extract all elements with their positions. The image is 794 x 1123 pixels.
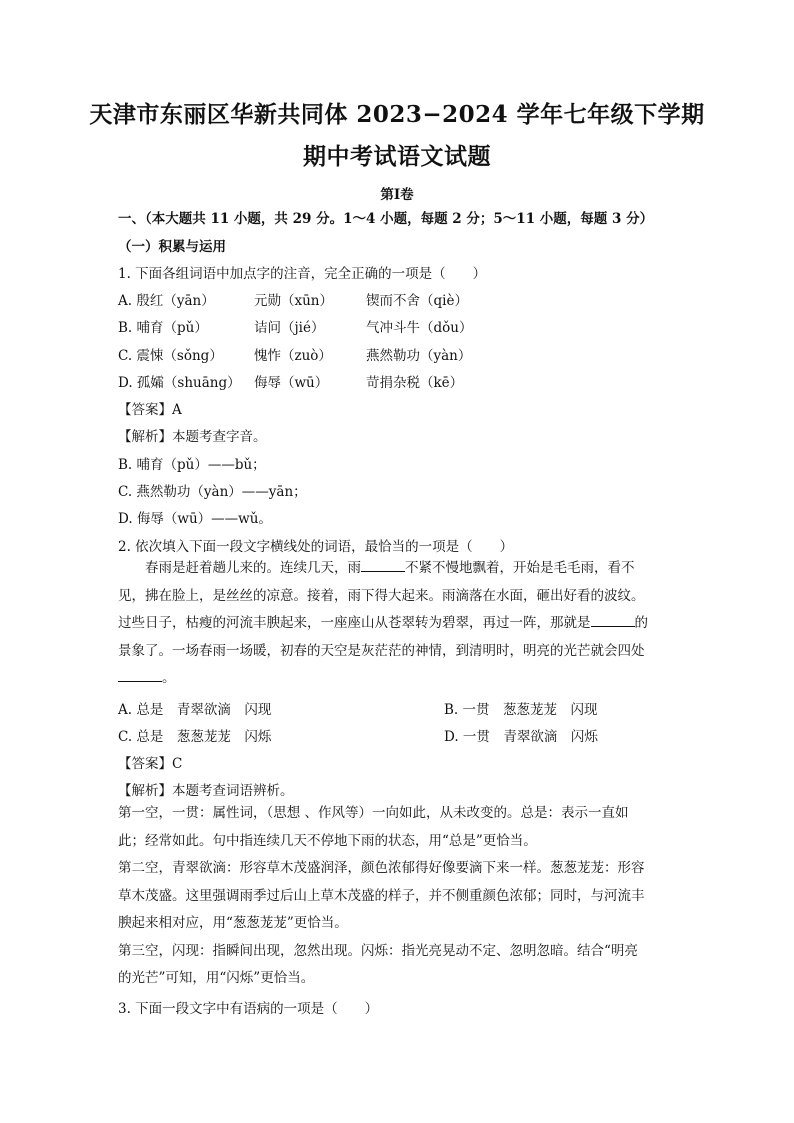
question-1-analysis-head: 【解析】本题考查字音。 bbox=[118, 429, 267, 445]
passage-line bbox=[118, 665, 678, 693]
passage-text: 的 bbox=[634, 615, 648, 631]
analysis-line: 第三空，闪现：指瞬间出现，忽然出现。闪烁：指光亮晃动不定、忽明忽暗。结合“明亮 bbox=[118, 942, 638, 959]
option-c-word-2: 愧怍（zuò） bbox=[254, 348, 332, 364]
part-header: 一、（本大题共 11 小题，共 29 分。1～4 小题，每题 2 分；5～11 小题，每题 3 分） bbox=[118, 211, 654, 227]
subpart-header: （一）积累与运用 bbox=[118, 239, 226, 255]
exam-title-line-2: 期中考试语文试题 bbox=[303, 143, 491, 170]
question-2-passage bbox=[118, 555, 678, 693]
option-b-word-3: 气冲斗牛（dǒu） bbox=[366, 320, 473, 336]
question-2-option-d: D. 一贯 青翠欲滴 闪烁 bbox=[444, 729, 598, 745]
passage-text: 春雨是赶着趟儿来的。连续几天，雨 bbox=[145, 560, 361, 576]
section-label: 第Ⅰ卷 bbox=[380, 187, 414, 203]
analysis-line: 第二空，青翠欲滴：形容草木茂盛润泽，颜色浓郁得好像要滴下来一样。葱葱茏茏：形容 bbox=[118, 860, 645, 876]
passage-line bbox=[118, 610, 678, 638]
option-c-word-3: 燕然勒功（yàn） bbox=[366, 348, 472, 364]
question-2-analysis-head: 【解析】本题考查词语辨析。 bbox=[118, 783, 294, 799]
option-a-word-2: 元勋（xūn） bbox=[254, 293, 334, 309]
question-1-analysis-line: C. 燕然勒功（yàn）——yān； bbox=[118, 484, 307, 500]
question-2-option-b: B. 一贯 葱葱茏茏 闪现 bbox=[444, 702, 598, 718]
question-3-stem: 3. 下面一段文字中有语病的一项是（ ） bbox=[118, 1001, 379, 1017]
passage-text: 过些日子，枯瘦的河流丰腴起来，一座座山从苍翠转为碧翠，再过一阵，那就是 bbox=[118, 615, 591, 631]
question-1-answer: 【答案】A bbox=[118, 402, 182, 418]
question-2-stem: 2. 依次填入下面一段文字横线处的词语，最恰当的一项是（ ） bbox=[118, 539, 514, 555]
question-2-analysis bbox=[118, 800, 678, 993]
passage-line bbox=[118, 555, 678, 583]
fill-blank-1 bbox=[361, 557, 405, 572]
passage-text: 不紧不慢地飘着，开始是毛毛雨，看不 bbox=[405, 560, 635, 576]
question-2-option-c: C. 总是 葱葱茏茏 闪烁 bbox=[118, 729, 272, 745]
analysis-line: 此；经常如此。句中指连续几天不停地下雨的状态，用“总是”更恰当。 bbox=[118, 832, 537, 849]
option-d-word-3: 苛捐杂税（kē） bbox=[366, 375, 464, 391]
option-b-word-1: B. 哺育（pǔ） bbox=[118, 320, 208, 336]
option-c-word-1: C. 震悚（sǒng） bbox=[118, 348, 223, 364]
question-2-option-a: A. 总是 青翠欲滴 闪现 bbox=[118, 702, 272, 718]
question-1-analysis-line: B. 哺育（pǔ）——bǔ； bbox=[118, 457, 266, 473]
option-b-word-2: 诘问（jié） bbox=[254, 320, 325, 336]
question-2-answer: 【答案】C bbox=[118, 756, 183, 772]
passage-line: 景象了。一场春雨一场暖，初春的天空是灰茫茫的神情，到清明时，明亮的光芒就会四处 bbox=[118, 642, 645, 659]
question-1-stem: 1. 下面各组词语中加点字的注音，完全正确的一项是（ ） bbox=[118, 266, 487, 282]
passage-line: 见，拂在脸上，是丝丝的凉意。接着，雨下得大起来。雨滴落在水面，砸出好看的波纹。 bbox=[118, 587, 645, 604]
passage-text: 。 bbox=[162, 670, 176, 686]
option-a-word-1: A. 殷红（yān） bbox=[118, 293, 215, 309]
fill-blank-2 bbox=[591, 612, 635, 627]
analysis-line: 的光芒”可知，用“闪烁”更恰当。 bbox=[118, 970, 315, 986]
exam-title-line-1: 天津市东丽区华新共同体 2023−2024 学年七年级下学期 bbox=[89, 101, 705, 128]
question-1-analysis-line: D. 侮辱（wū）——wǔ。 bbox=[118, 511, 272, 527]
analysis-line: 腴起来相对应，用“葱葱茏茏”更恰当。 bbox=[118, 915, 348, 931]
option-d-word-1: D. 孤孀（shuāng） bbox=[118, 375, 241, 391]
analysis-line: 草木茂盛。这里强调雨季过后山上草木茂盛的样子，并不侧重颜色浓郁；同时，与河流丰 bbox=[118, 887, 645, 904]
fill-blank-3 bbox=[118, 667, 162, 682]
option-d-word-2: 侮辱（wū） bbox=[254, 375, 329, 391]
option-a-word-3: 锲而不舍（qiè） bbox=[366, 293, 468, 309]
analysis-line: 第一空，一贯：属性词，（思想 、作风等）一向如此，从未改变的。总是：表示一直如 bbox=[118, 805, 629, 821]
